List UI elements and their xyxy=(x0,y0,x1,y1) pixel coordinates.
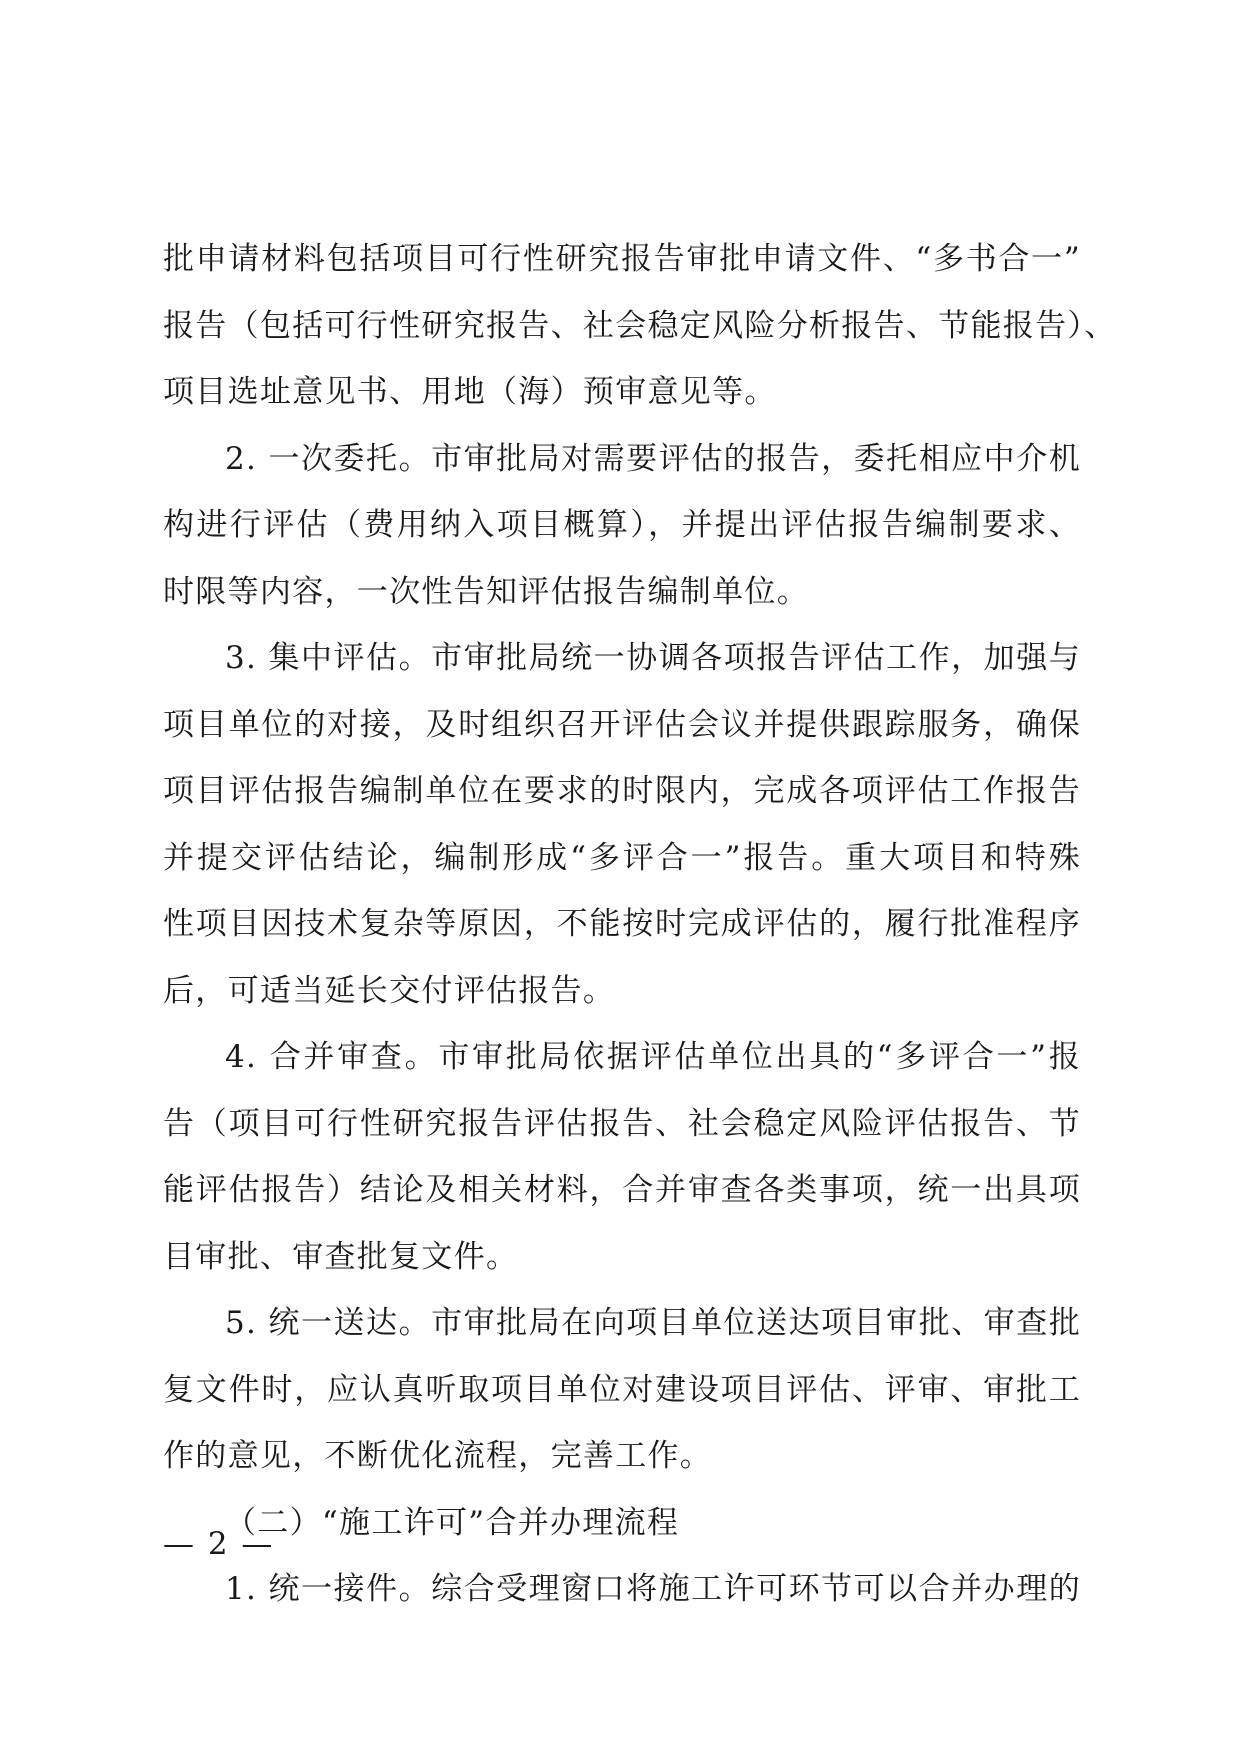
text-line: 并提交评估结论，编制形成“多评合一”报告。重大项目和特殊 xyxy=(163,839,1081,876)
text-line: 性项目因技术复杂等原因，不能按时完成评估的，履行批准程序 xyxy=(163,906,1081,942)
text-line: 后，可适当延长交付评估报告。 xyxy=(163,972,616,1009)
text-line: 作的意见，不断优化流程，完善工作。 xyxy=(163,1438,713,1474)
text-line: 项目评估报告编制单位在要求的时限内，完成各项评估工作报告 xyxy=(163,773,1081,809)
paragraph-first-line: 5. 统一送达。市审批局在向项目单位送达项目审批、审查批 xyxy=(225,1305,1081,1341)
text-line: 复文件时，应认真听取项目单位对建设项目评估、评审、审批工 xyxy=(163,1371,1081,1408)
text-line: 目审批、审查批复文件。 xyxy=(163,1238,519,1275)
text-line: 时限等内容，一次性告知评估报告编制单位。 xyxy=(163,573,809,610)
paragraph-first-line: 3. 集中评估。市审批局统一协调各项报告评估工作，加强与 xyxy=(225,640,1081,676)
text-line: 构进行评估（费用纳入项目概算），并提出评估报告编制要求、 xyxy=(163,507,1081,543)
text-line: 告（项目可行性研究报告评估报告、社会稳定风险评估报告、节 xyxy=(163,1105,1081,1142)
text-line: 批申请材料包括项目可行性研究报告审批申请文件、“多书合一” xyxy=(163,241,1081,277)
text-line: 项目选址意见书、用地（海）预审意见等。 xyxy=(163,374,777,410)
paragraph-first-line: 1. 统一接件。综合受理窗口将施工许可环节可以合并办理的 xyxy=(225,1571,1081,1607)
document-body xyxy=(163,226,1117,1623)
text-line: 能评估报告）结论及相关材料，合并审查各类事项，统一出具项 xyxy=(163,1172,1081,1208)
text-line: 项目单位的对接，及时组织召开评估会议并提供跟踪服务，确保 xyxy=(163,706,1081,743)
paragraph-first-line: 4. 合并审查。市审批局依据评估单位出具的“多评合一”报 xyxy=(225,1039,1081,1075)
paragraph-first-line: 2. 一次委托。市审批局对需要评估的报告，委托相应中介机 xyxy=(225,440,1081,477)
text-line: 报告（包括可行性研究报告、社会稳定风险分析报告、节能报告）、 xyxy=(163,307,1117,344)
section-heading: （二）“施工许可”合并办理流程 xyxy=(225,1504,680,1541)
page-number: — 2 — xyxy=(163,1526,275,1562)
